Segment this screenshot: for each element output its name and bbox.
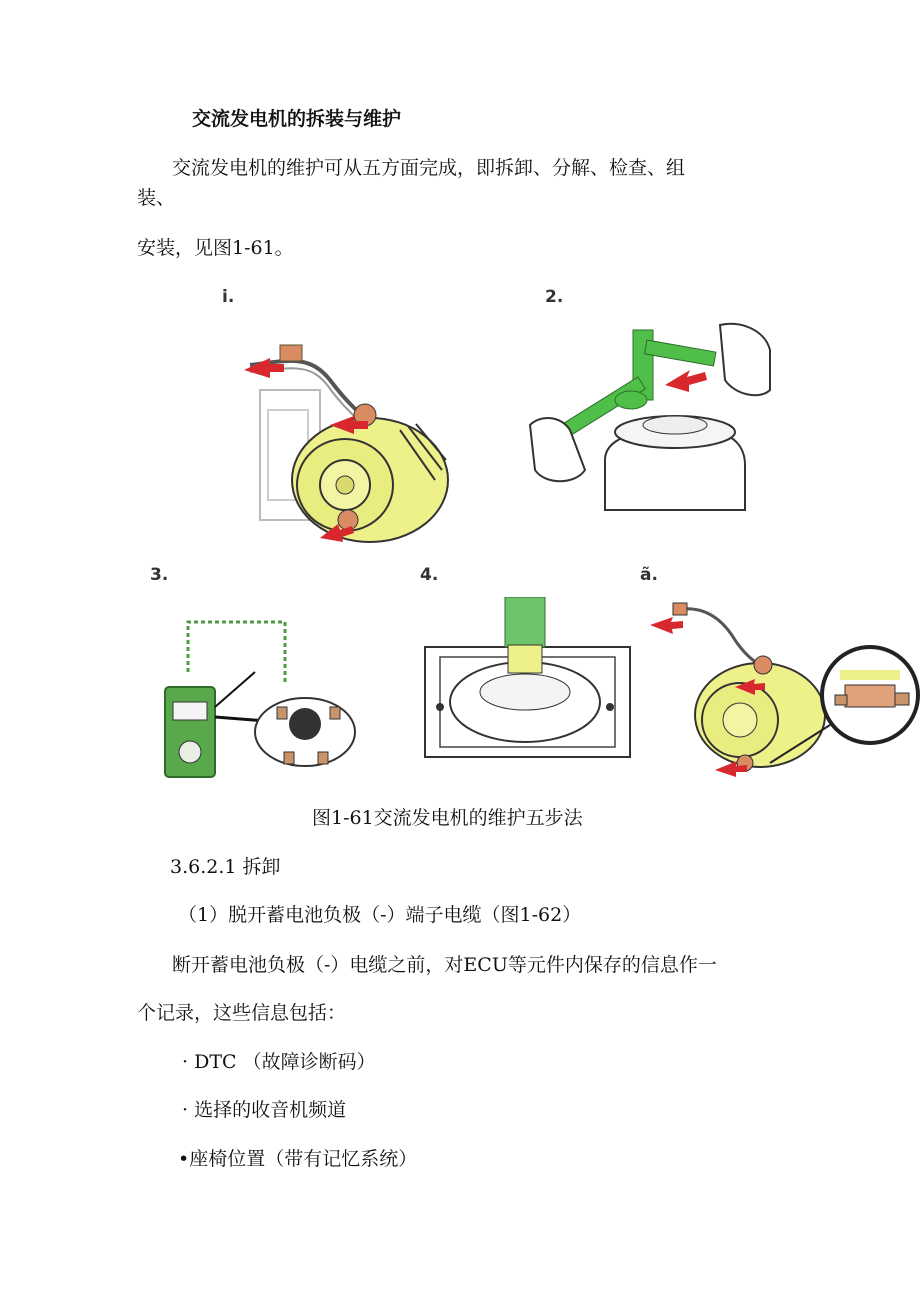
paragraph-line-2: 个记录，这些信息包括： bbox=[137, 1002, 347, 1024]
intro-line-3: 安装，见图1-61。 bbox=[137, 237, 294, 259]
panel-4-assembly bbox=[420, 597, 635, 767]
step-label-5: ã. bbox=[640, 565, 658, 585]
figure-caption: 图1-61交流发电机的维护五步法 bbox=[312, 807, 583, 829]
paragraph-line-1: 断开蓄电池负极（-）电缆之前，对ECU等元件内保存的信息作一 bbox=[172, 954, 717, 976]
alternator-removal-illustration bbox=[230, 320, 460, 545]
multimeter-inspection-illustration bbox=[160, 612, 370, 782]
step-label-1: i. bbox=[222, 287, 235, 307]
page-title: 交流发电机的拆装与维护 bbox=[192, 108, 402, 130]
step-1-text: （1）脱开蓄电池负极（-）端子电缆（图1-62） bbox=[178, 904, 582, 926]
panel-5-installation bbox=[645, 595, 920, 785]
press-assembly-illustration bbox=[420, 597, 635, 767]
bullet-item: · DTC （故障诊断码） bbox=[182, 1051, 376, 1073]
panel-2-pulley-nut bbox=[525, 320, 775, 530]
intro-line-1: 交流发电机的维护可从五方面完成，即拆卸、分解、检查、组 bbox=[172, 157, 686, 179]
step-label-4: 4. bbox=[420, 565, 439, 585]
step-label-2: 2. bbox=[545, 287, 564, 307]
panel-1-removal bbox=[230, 320, 460, 545]
section-heading: 3.6.2.1 拆卸 bbox=[170, 856, 281, 878]
panel-3-inspection bbox=[160, 612, 370, 782]
bullet-item: · 选择的收音机频道 bbox=[182, 1099, 347, 1121]
alternator-installation-illustration bbox=[645, 595, 920, 785]
intro-line-2: 装、 bbox=[137, 187, 176, 209]
bullet-item: •座椅位置（带有记忆系统） bbox=[178, 1148, 418, 1170]
step-label-3: 3. bbox=[150, 565, 169, 585]
pulley-nut-illustration bbox=[525, 320, 775, 530]
